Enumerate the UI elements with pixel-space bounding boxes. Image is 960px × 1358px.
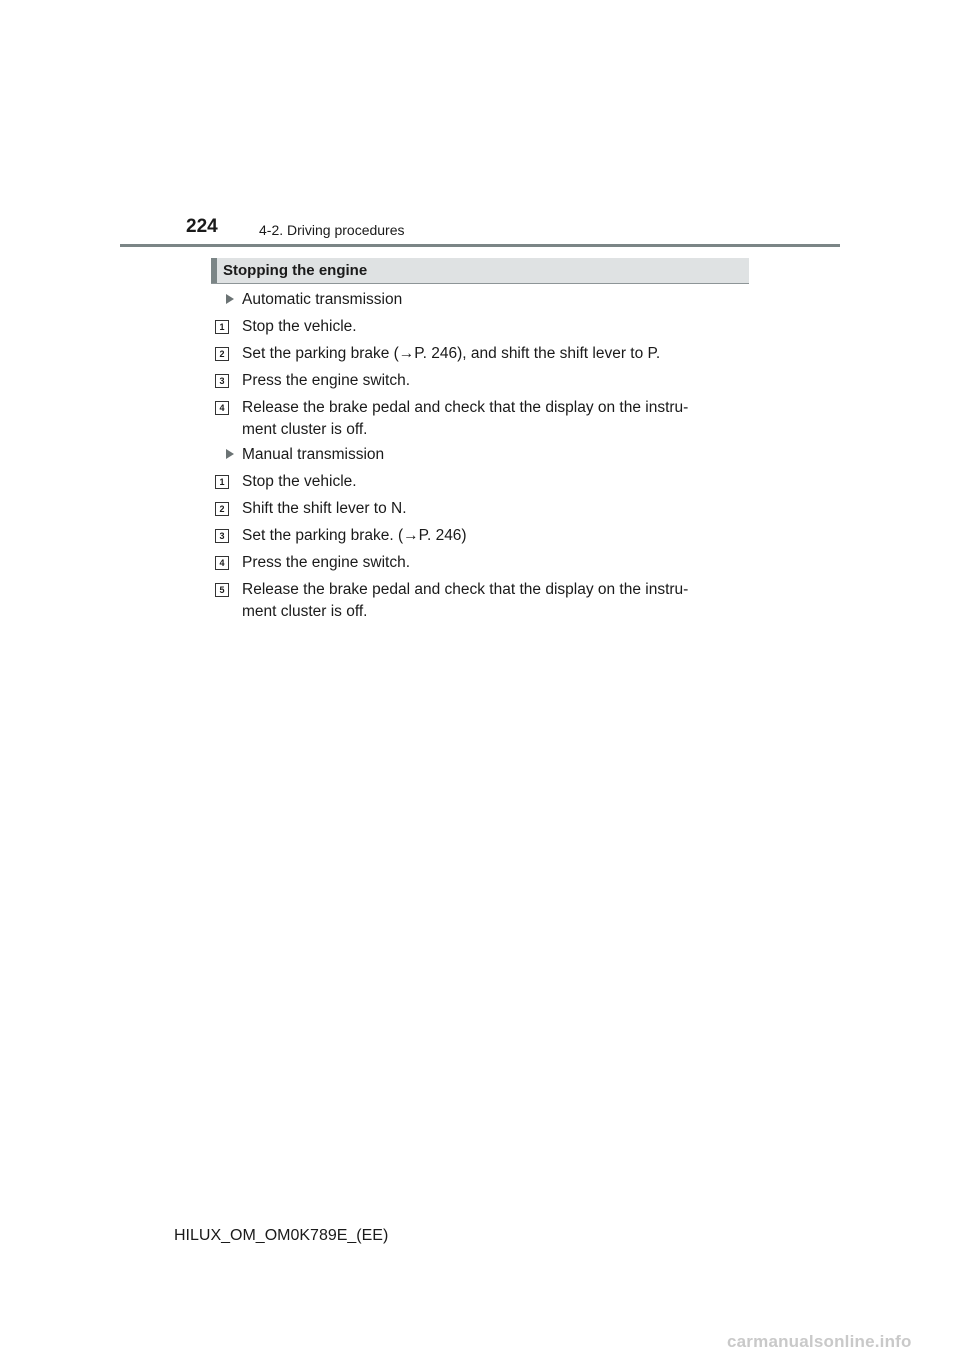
step-number-badge: 1 [215, 475, 229, 489]
step-number-badge: 3 [215, 529, 229, 543]
step-number-badge: 4 [215, 401, 229, 415]
triangle-arrow-icon [226, 449, 234, 459]
step-text: Press the engine switch. [242, 372, 411, 389]
manual-transmission-heading [226, 446, 384, 464]
step-number-badge: 1 [215, 320, 229, 334]
step-number-badge: 3 [215, 374, 229, 388]
triangle-arrow-icon [226, 294, 234, 304]
manual-transmission-title: Manual transmission [242, 446, 385, 463]
page-header [0, 0, 960, 250]
step-number-badge: 4 [215, 556, 229, 570]
automatic-transmission-heading [226, 291, 402, 309]
watermark-link[interactable]: carmanualsonline.info [727, 1332, 912, 1351]
section-label: 4-2. Driving procedures [259, 222, 405, 238]
step-text: Press the engine switch. [242, 554, 411, 571]
step-text-line-1: Release the brake pedal and check that the display on the instru- [242, 581, 689, 598]
step-text-line-2: ment cluster is off. [242, 421, 368, 438]
page-number: 224 [186, 216, 218, 237]
step-text-line-2: ment cluster is off. [242, 603, 368, 620]
step-text: Set the parking brake (→P. 246), and shift the shift lever to P. [242, 345, 661, 362]
document-code: HILUX_OM_OM0K789E_(EE) [174, 1227, 389, 1244]
step-text: Stop the vehicle. [242, 473, 357, 490]
step-number-badge: 2 [215, 347, 229, 361]
step-text: Stop the vehicle. [242, 318, 357, 335]
heading-accent [211, 258, 217, 283]
step-text-line-1: Release the brake pedal and check that the display on the instru- [242, 399, 689, 416]
step-text: Set the parking brake. (→P. 246) [242, 527, 467, 544]
header-divider [120, 244, 840, 247]
step-number-badge: 2 [215, 502, 229, 516]
automatic-transmission-title: Automatic transmission [242, 291, 403, 308]
section-heading: Stopping the engine [223, 262, 368, 279]
step-number-badge: 5 [215, 583, 229, 597]
step-text: Shift the shift lever to N. [242, 500, 407, 517]
